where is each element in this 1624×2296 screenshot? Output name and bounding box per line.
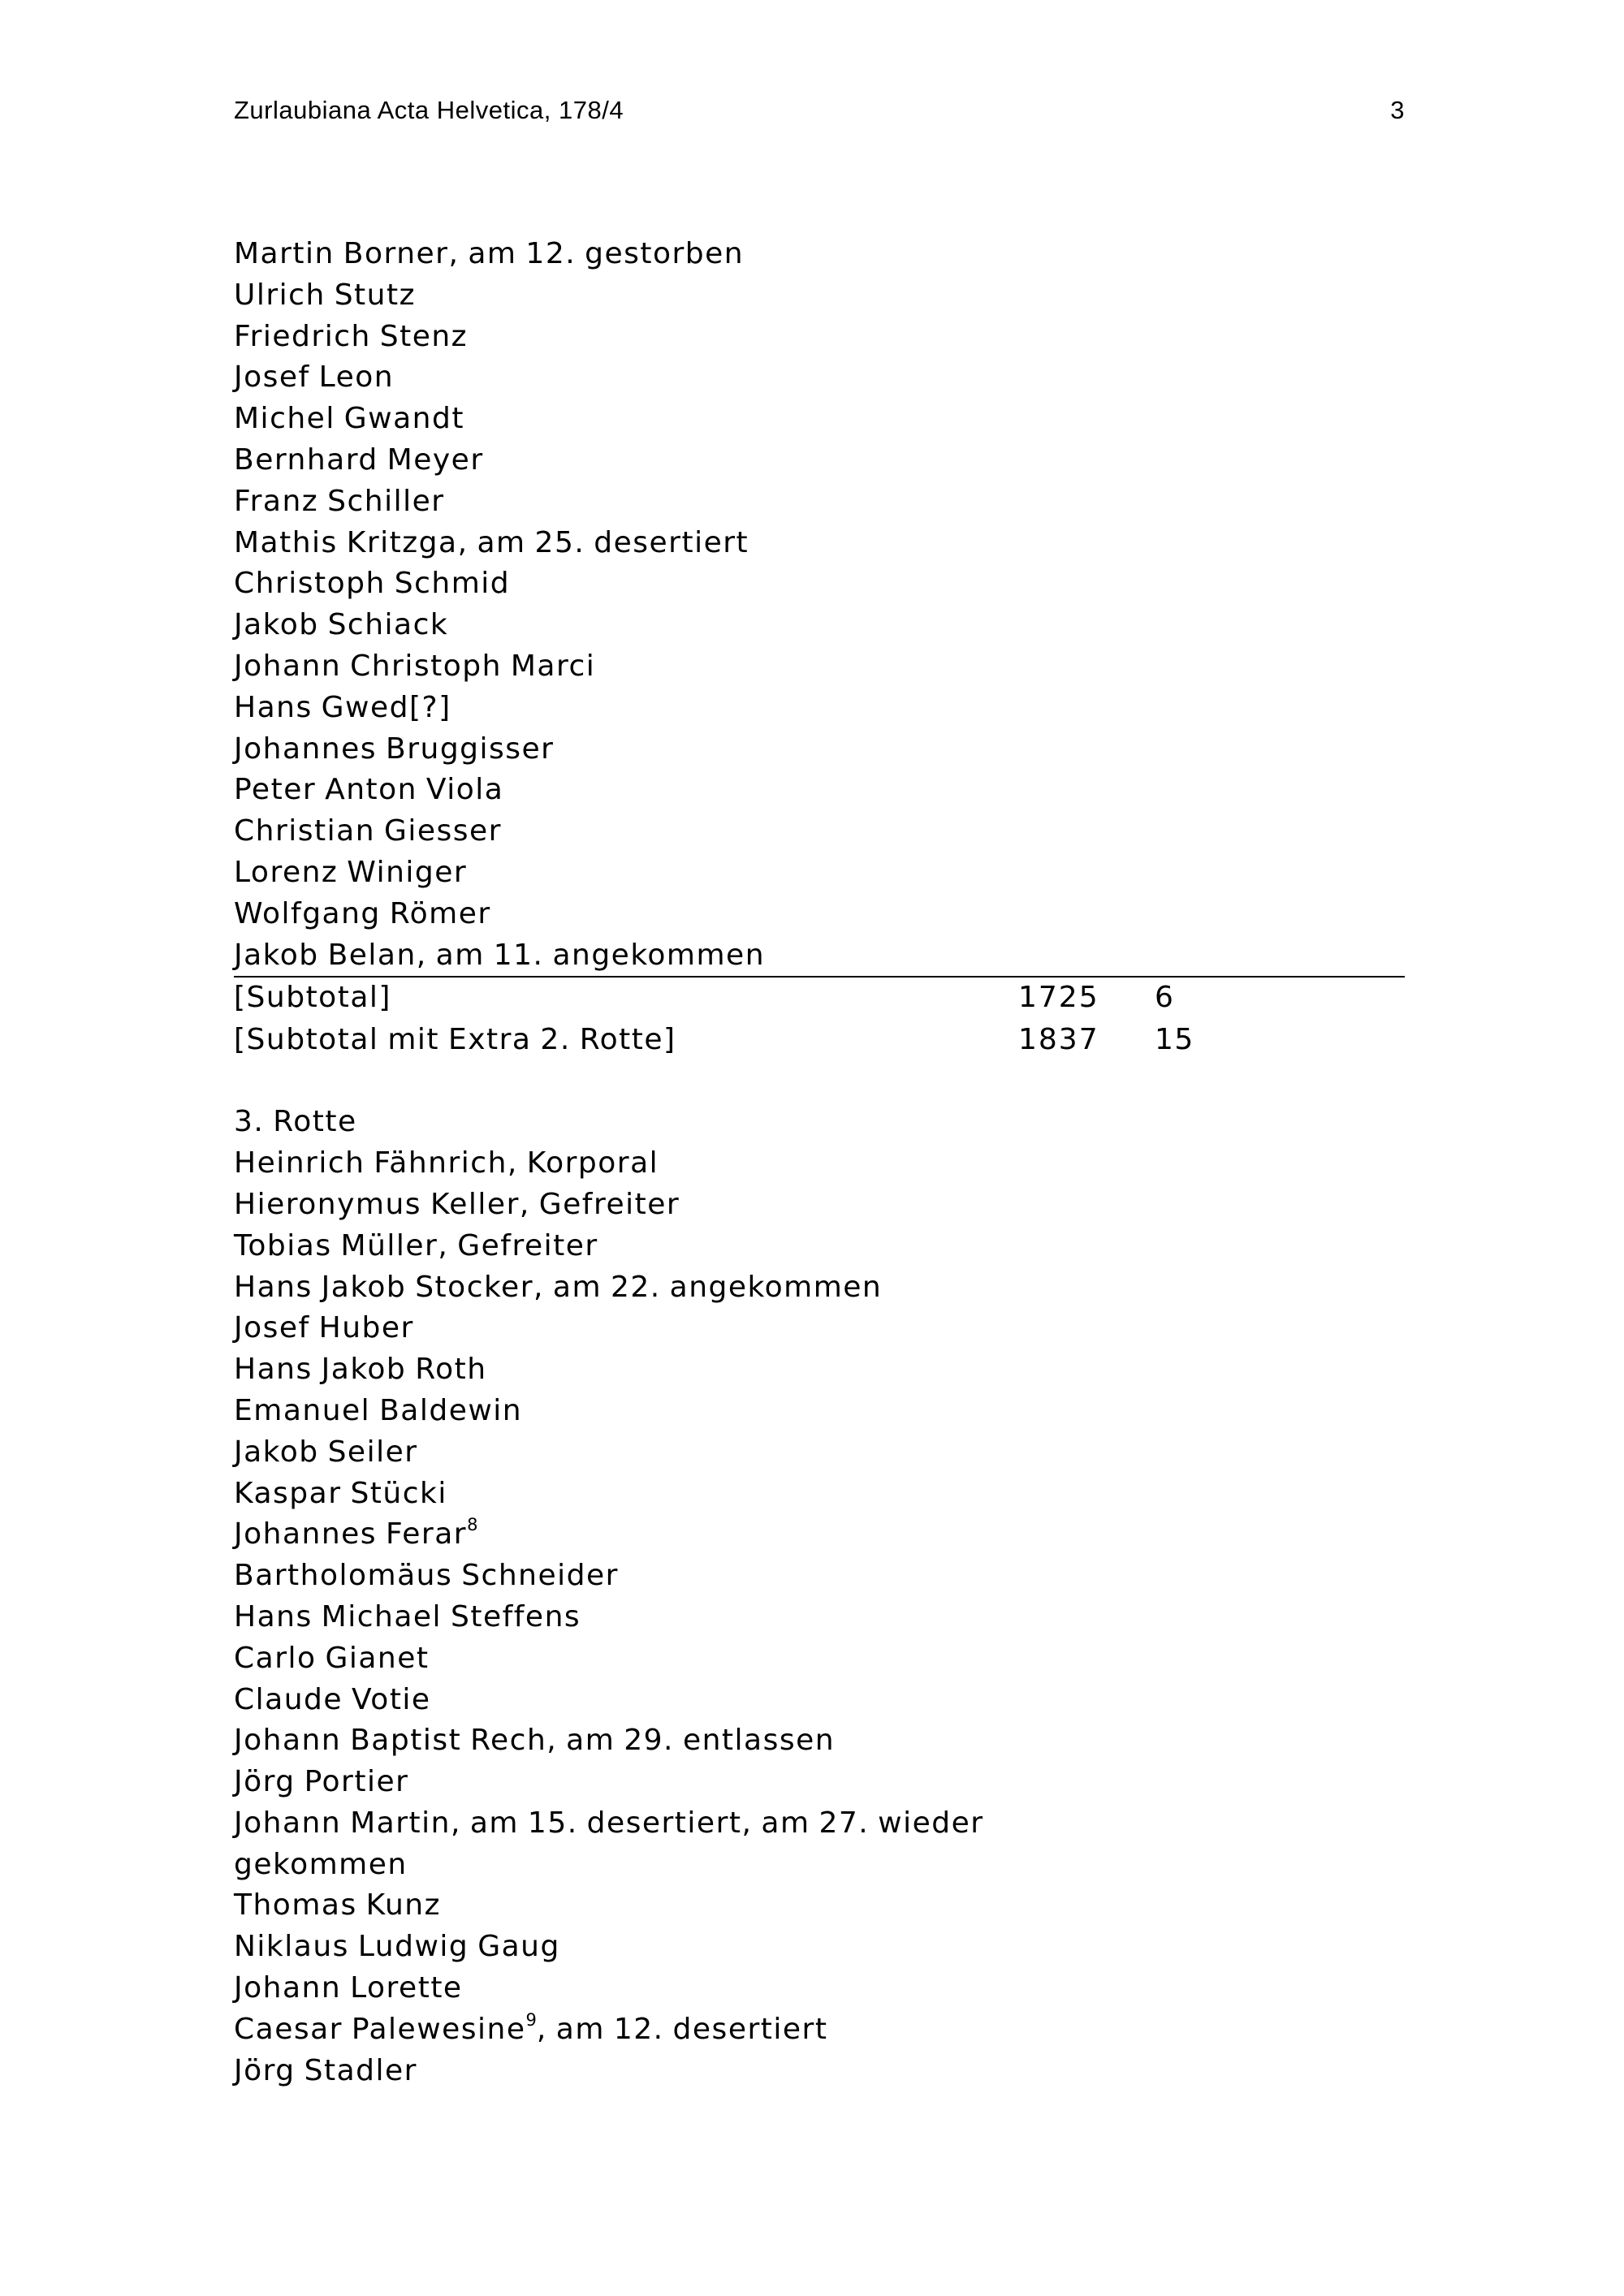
list-item: Niklaus Ludwig Gaug (234, 1930, 560, 1964)
list-item: Martin Borner, am 12. gestorben (234, 237, 745, 270)
list-item: Friedrich Stenz (234, 319, 469, 353)
list-item: Jakob Seiler (234, 1435, 418, 1469)
list-item: Johannes Bruggisser (234, 732, 555, 766)
list-item: Emanuel Baldewin (234, 1393, 523, 1427)
list-item (234, 1514, 1405, 1556)
list-item (234, 2009, 1405, 2051)
subtotal-extra-row (234, 1020, 1405, 1062)
list-item: Franz Schiller (234, 484, 445, 518)
entry-name: Johannes Ferar (234, 1517, 468, 1552)
list-item: Tobias Müller, Gefreiter (234, 1228, 598, 1262)
list-item: Wolfgang Römer (234, 896, 491, 930)
list-item: Claude Votie (234, 1682, 431, 1716)
subtotal-extra-label: [Subtotal mit Extra 2. Rotte] (234, 1023, 676, 1057)
subtotal-value-2: 6 (1155, 981, 1175, 1015)
rotte-3-list-a (234, 1143, 1405, 1514)
list-item: Jakob Schiack (234, 608, 449, 642)
list-item: gekommen (234, 1847, 408, 1881)
section-heading: 3. Rotte (234, 1105, 357, 1139)
subtotal-value-1: 1725 (1018, 981, 1099, 1015)
list-item: Josef Leon (234, 360, 395, 395)
entry-name: Caesar Palewesine (234, 2012, 526, 2046)
footnote-marker: 8 (467, 1515, 478, 1535)
list-item: Hans Jakob Stocker, am 22. angekommen (234, 1270, 883, 1304)
list-item: Hans Jakob Roth (234, 1353, 487, 1387)
list-item: Johann Christoph Marci (234, 649, 596, 683)
page-number: 3 (1390, 96, 1405, 124)
list-item: Lorenz Winiger (234, 855, 468, 889)
rotte-2-list (234, 234, 1405, 978)
list-item: Johann Martin, am 15. desertiert, am 27. wieder (234, 1806, 984, 1840)
list-item: Kaspar Stücki (234, 1476, 447, 1510)
rotte-3-list-b (234, 1556, 1405, 2009)
entry-note: , am 12. desertiert (536, 2012, 828, 2046)
list-item: Heinrich Fähnrich, Korporal (234, 1146, 659, 1180)
footnote-marker: 9 (525, 2009, 537, 2030)
list-item: Bernhard Meyer (234, 442, 484, 477)
subtotal-row (234, 978, 1405, 1020)
list-item: Jörg Stadler (234, 2053, 417, 2087)
list-item: Michel Gwandt (234, 402, 464, 436)
list-item: Ulrich Stutz (234, 278, 417, 312)
subtotal-label: [Subtotal] (234, 981, 391, 1015)
list-item: Hieronymus Keller, Gefreiter (234, 1187, 680, 1221)
list-item: Bartholomäus Schneider (234, 1559, 619, 1593)
list-item: Jakob Belan, am 11. angekommen (234, 935, 1405, 978)
subtotal-extra-value-2: 15 (1155, 1023, 1194, 1057)
list-item: Peter Anton Viola (234, 773, 504, 807)
section-gap (234, 1062, 1405, 1102)
list-item: Jörg Portier (234, 1765, 409, 1799)
list-item: Mathis Kritzga, am 25. desertiert (234, 525, 749, 559)
subtotal-extra-value-1: 1837 (1018, 1023, 1099, 1057)
running-title: Zurlaubiana Acta Helvetica, 178/4 (234, 96, 624, 124)
list-item: Hans Gwed[?] (234, 690, 451, 724)
list-item: Thomas Kunz (234, 1888, 442, 1923)
list-item: Carlo Gianet (234, 1641, 430, 1675)
list-item: Johann Lorette (234, 1971, 463, 2005)
list-item: Johann Baptist Rech, am 29. entlassen (234, 1724, 836, 1758)
list-item: Josef Huber (234, 1311, 414, 1345)
list-item: Christoph Schmid (234, 567, 511, 601)
page-header (234, 96, 1405, 128)
rotte-3-list-c (234, 2051, 1405, 2092)
list-item: Christian Giesser (234, 814, 502, 848)
list-item: Hans Michael Steffens (234, 1599, 581, 1634)
document-body (234, 234, 1405, 2091)
